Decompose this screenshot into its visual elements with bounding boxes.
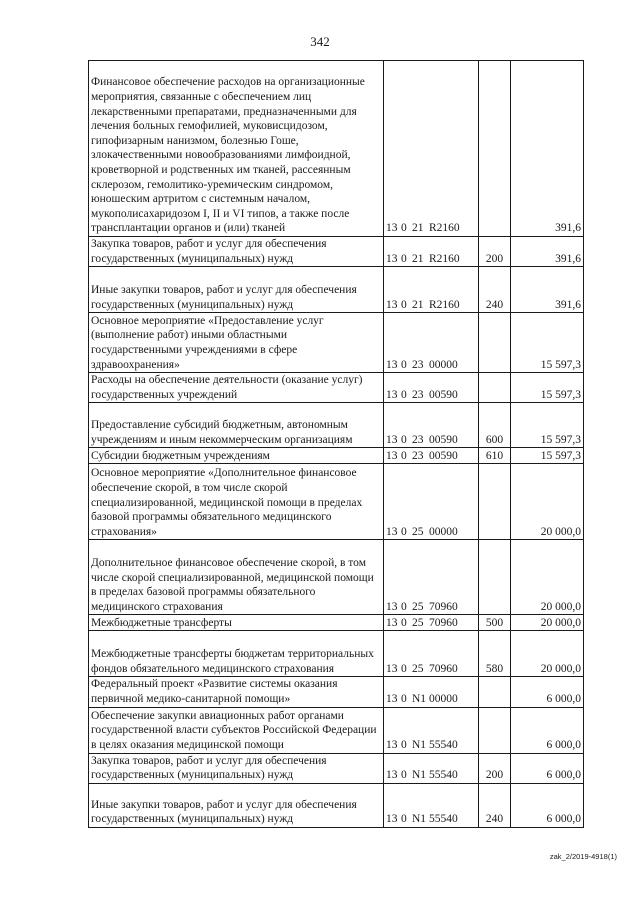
row-target-code [384,615,479,631]
direction-code: R2160 [429,252,460,265]
row-name: Обеспечение закупки авиационных работ органами государственной власти субъектов Российской Федерации в целях оказания медицинской помощи [89,707,384,753]
row-name: Предоставление субсидий бюджетным, автономным учреждениям и иным некоммерческим организациям [89,403,384,448]
direction-code: R2160 [429,222,460,235]
direction-code: 70960 [429,600,458,613]
direction-code: 00000 [429,358,458,371]
row-name: Закупка товаров, работ и услуг для обеспечения государственных (муниципальных) нужд [89,753,384,783]
row-amount: 391,6 [511,267,584,313]
subprogram-code: 0 [401,298,407,311]
row-expense-type: 580 [479,631,511,677]
table-row [89,753,584,783]
row-target-code [384,373,479,403]
subprogram-code: 0 [401,525,407,538]
row-amount: 20 000,0 [511,540,584,615]
row-expense-type [479,707,511,753]
activity-code: 23 [412,433,424,446]
direction-code: 00000 [429,692,458,705]
table-row [89,448,584,464]
program-code: 13 [386,449,398,462]
row-expense-type [479,61,511,237]
row-expense-type: 610 [479,448,511,464]
program-code: 13 [386,738,398,751]
row-target-code [384,783,479,827]
row-target-code [384,313,479,373]
table-row [89,61,584,237]
direction-code: 70960 [429,662,458,675]
table-row [89,237,584,267]
row-name: Федеральный проект «Развитие системы оказания первичной медико-санитарной помощи» [89,677,384,707]
subprogram-code: 0 [401,738,407,751]
activity-code: 21 [412,298,424,311]
program-code: 13 [386,600,398,613]
budget-table-body [89,61,584,828]
row-expense-type: 200 [479,237,511,267]
row-expense-type [479,373,511,403]
activity-code: N1 [412,692,427,705]
row-amount: 15 597,3 [511,403,584,448]
activity-code: 25 [412,616,424,629]
row-name: Расходы на обеспечение деятельности (оказание услуг) государственных учреждений [89,373,384,403]
program-code: 13 [386,298,398,311]
program-code: 13 [386,525,398,538]
row-amount: 20 000,0 [511,464,584,540]
row-target-code [384,267,479,313]
program-code: 13 [386,692,398,705]
row-name: Межбюджетные трансферты [89,615,384,631]
program-code: 13 [386,662,398,675]
row-target-code [384,707,479,753]
program-code: 13 [386,433,398,446]
row-target-code [384,631,479,677]
row-name: Основное мероприятие «Предоставление услуг (выполнение работ) иными областными государственными учреждениями в сфере здравоохранения» [89,313,384,373]
subprogram-code: 0 [401,449,407,462]
subprogram-code: 0 [401,222,407,235]
direction-code: 55540 [429,769,458,782]
subprogram-code: 0 [401,252,407,265]
subprogram-code: 0 [401,692,407,705]
subprogram-code: 0 [401,813,407,826]
row-expense-type [479,677,511,707]
direction-code: 00590 [429,433,458,446]
row-target-code [384,540,479,615]
row-name: Дополнительное финансовое обеспечение скорой, в том числе скорой специализированной, медицинской помощи в пределах базовой программы обязательного медицинского страхования [89,540,384,615]
row-expense-type: 500 [479,615,511,631]
table-row [89,464,584,540]
table-row [89,631,584,677]
subprogram-code: 0 [401,769,407,782]
row-amount: 15 597,3 [511,313,584,373]
subprogram-code: 0 [401,433,407,446]
row-expense-type: 240 [479,267,511,313]
table-row [89,373,584,403]
table-row [89,677,584,707]
direction-code: 00000 [429,525,458,538]
row-name: Межбюджетные трансферты бюджетам территориальных фондов обязательного медицинского страхования [89,631,384,677]
row-amount: 6 000,0 [511,677,584,707]
subprogram-code: 0 [401,358,407,371]
row-amount: 20 000,0 [511,631,584,677]
activity-code: 21 [412,252,424,265]
table-row [89,403,584,448]
subprogram-code: 0 [401,600,407,613]
row-name: Иные закупки товаров, работ и услуг для обеспечения государственных (муниципальных) нужд [89,267,384,313]
row-amount: 6 000,0 [511,783,584,827]
subprogram-code: 0 [401,662,407,675]
row-name: Иные закупки товаров, работ и услуг для обеспечения государственных (муниципальных) нужд [89,783,384,827]
row-amount: 20 000,0 [511,615,584,631]
direction-code: 55540 [429,738,458,751]
activity-code: 25 [412,662,424,675]
row-amount: 15 597,3 [511,448,584,464]
program-code: 13 [386,813,398,826]
row-amount: 391,6 [511,237,584,267]
program-code: 13 [386,252,398,265]
row-expense-type: 200 [479,753,511,783]
table-row [89,540,584,615]
row-expense-type [479,540,511,615]
row-expense-type: 240 [479,783,511,827]
direction-code: 00590 [429,449,458,462]
row-target-code [384,677,479,707]
activity-code: N1 [412,769,427,782]
row-amount: 15 597,3 [511,373,584,403]
program-code: 13 [386,358,398,371]
table-row [89,615,584,631]
row-name: Субсидии бюджетным учреждениям [89,448,384,464]
direction-code: R2160 [429,298,460,311]
budget-table [88,60,584,828]
row-amount: 6 000,0 [511,707,584,753]
row-name: Финансовое обеспечение расходов на организационные мероприятия, связанные с обеспечением лиц лекарственными препаратами, предназначенными для лечения больных гемофилией, муковисцидозом, гипофизарным нанизмом, болезнью Гоше, злокачественными новообразованиями лимфоидной, кроветворной и родственных им тканей, рассеянным склерозом, гемолитико-уремическим синдромом, юношеским артритом с системным началом, мукополисахаридозом I, II и VI типов, а также после трансплантации органов и (или) тканей [89,61,384,237]
table-row [89,783,584,827]
document-code: zak_2/2019-4918(1) [549,852,617,861]
row-target-code [384,61,479,237]
row-target-code [384,237,479,267]
activity-code: 21 [412,222,424,235]
activity-code: N1 [412,738,427,751]
activity-code: 25 [412,525,424,538]
row-target-code [384,464,479,540]
row-name: Закупка товаров, работ и услуг для обеспечения государственных (муниципальных) нужд [89,237,384,267]
activity-code: 25 [412,600,424,613]
row-amount: 391,6 [511,61,584,237]
program-code: 13 [386,388,398,401]
activity-code: 23 [412,358,424,371]
row-target-code [384,753,479,783]
row-target-code [384,448,479,464]
program-code: 13 [386,769,398,782]
program-code: 13 [386,222,398,235]
direction-code: 55540 [429,813,458,826]
table-row [89,707,584,753]
activity-code: 23 [412,449,424,462]
direction-code: 70960 [429,616,458,629]
table-row [89,267,584,313]
program-code: 13 [386,616,398,629]
table-row [89,313,584,373]
activity-code: N1 [412,813,427,826]
row-expense-type [479,313,511,373]
row-expense-type: 600 [479,403,511,448]
row-target-code [384,403,479,448]
row-amount: 6 000,0 [511,753,584,783]
activity-code: 23 [412,388,424,401]
page-number: 342 [310,34,330,49]
row-expense-type [479,464,511,540]
subprogram-code: 0 [401,388,407,401]
row-name: Основное мероприятие «Дополнительное финансовое обеспечение скорой, в том числе скорой специализированной, медицинской помощи в пределах базовой программы обязательного медицинского страхования» [89,464,384,540]
direction-code: 00590 [429,388,458,401]
subprogram-code: 0 [401,616,407,629]
